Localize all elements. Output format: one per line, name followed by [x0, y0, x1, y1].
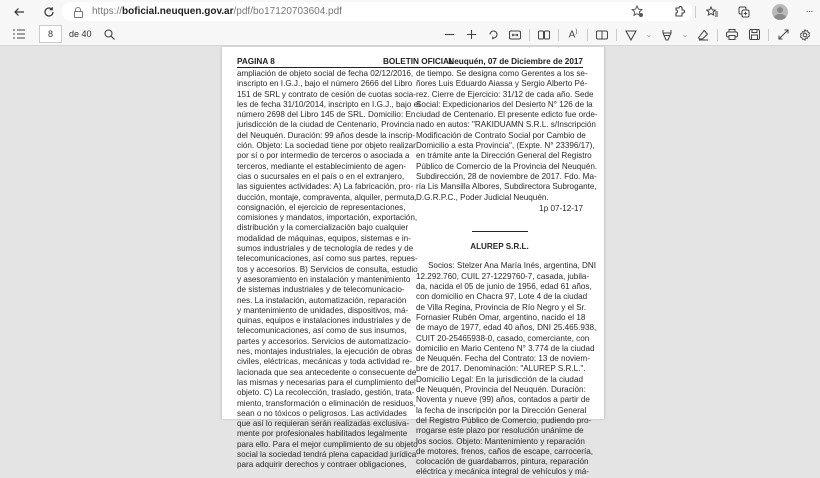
text-line: cias o sucursales en el país o en el extranjero, — [237, 171, 405, 181]
separator — [717, 29, 718, 41]
text-line: nes, montajes industriales, la ejecución de obras — [237, 347, 413, 357]
zoom-out-icon — [444, 29, 455, 40]
page-view-icon — [538, 30, 550, 40]
text-line: de Villa Regina, Provincia de Río Negro y el Sr. — [416, 302, 587, 312]
text-line: rrogarse este plazo por resolución unánime de — [416, 426, 584, 436]
publication-title: BOLETIN OFICIAL — [383, 57, 454, 66]
print-icon — [726, 29, 738, 40]
refresh-icon — [43, 6, 55, 18]
erase-button[interactable] — [692, 25, 714, 45]
separator — [616, 29, 617, 41]
alurep-edict — [416, 261, 597, 477]
fullscreen-icon — [778, 29, 789, 40]
text-line: con domicilio en Chacra 97, Lote 4 de la ciudad — [416, 292, 588, 302]
page-header — [237, 56, 583, 68]
draw-button[interactable] — [620, 25, 642, 45]
pdf-toolbar — [0, 23, 820, 46]
pdf-page — [222, 47, 604, 477]
text-line: bre de 2017. Denominación: "ALUREP S.R.L.". — [416, 364, 586, 374]
text-line: D.G.R.P.C., Poder Judicial Neuquén. — [416, 192, 549, 202]
draw-icon — [625, 29, 637, 41]
company-title: ALUREP S.R.L. — [470, 242, 529, 252]
text-line: Subdirección, 28 de noviembre de 2017. Fdo. Ma- — [416, 171, 597, 181]
page-view-button[interactable] — [533, 25, 555, 45]
zoom-in-button[interactable] — [460, 25, 482, 45]
url-path: /pdf/bo17120703604.pdf — [233, 6, 342, 17]
find-button[interactable] — [100, 24, 120, 44]
rotate-icon — [488, 29, 499, 40]
url-scheme: https:// — [92, 6, 123, 17]
immersive-reader-button[interactable] — [591, 25, 613, 45]
print-button[interactable] — [721, 25, 743, 45]
collections-icon — [738, 6, 750, 18]
pdf-viewer-area[interactable] — [0, 47, 820, 477]
publication-date: Neuquén, 07 de Diciembre de 2017 — [448, 57, 583, 66]
separator — [768, 29, 769, 41]
zoom-out-button[interactable] — [438, 25, 460, 45]
text-line: 151 de SRL y contrato de cesión de cuotas socia- — [237, 89, 417, 99]
save-icon — [749, 29, 760, 40]
text-line: de Neuquén, Provincia del Neuquén. Duración: — [416, 385, 586, 395]
text-line: por sí o por intermedio de terceros o asociada a — [237, 151, 410, 161]
text-line: ducción, montaje, compraventa, alquiler, permuta, — [237, 192, 417, 202]
text-line: civiles, eléctricas, mecánicas y toda actividad re- — [237, 357, 413, 367]
highlight-options-dropdown[interactable] — [678, 25, 692, 45]
contents-icon — [13, 29, 25, 39]
text-line: tos y accesorios. B) Servicios de consulta, estudio — [237, 264, 418, 274]
zoom-in-icon — [466, 29, 477, 40]
text-line: eléctrica y mecánica integral de vehículos y má- — [416, 467, 589, 477]
save-button[interactable] — [743, 25, 765, 45]
profile-avatar — [772, 4, 788, 20]
lock-icon — [74, 7, 82, 16]
separator — [695, 6, 696, 18]
text-line: en trámite ante la Dirección General del Registro — [416, 151, 592, 161]
chevron-down-icon: ⌄ — [681, 30, 689, 39]
text-line: de mayo de 1977, edad 40 años, DNI 25.465.938, — [416, 323, 597, 333]
more-icon: ··· — [805, 6, 813, 17]
text-line: la fecha de inscripción por la Dirección General — [416, 405, 587, 415]
text-line: de motores, frenos, caños de escape, carrocería, — [416, 446, 594, 456]
highlight-button[interactable] — [656, 25, 678, 45]
back-icon — [13, 6, 25, 18]
eraser-icon — [697, 29, 709, 41]
page-total: de 40 — [69, 29, 92, 39]
text-line: ñores Luis Eduardo Aiassa y Sergio Alberto Pé- — [416, 79, 588, 89]
refresh-button[interactable] — [38, 2, 60, 22]
text-line: social la sociedad tendrá plena capacidad jurídica — [237, 449, 417, 459]
settings-icon — [799, 29, 811, 41]
text-line: Modificación de Contrato Social por Cambio de — [416, 130, 586, 140]
text-line: que así lo requieran serán realizadas exclusiva- — [237, 419, 410, 429]
text-line: Domicilio a esta Provincia", (Expte. N° 23396/17), — [416, 141, 595, 151]
text-line: y asesoramiento en instalación y mantenimiento — [237, 274, 411, 284]
text-line: Socios: Stelzer Ana María Inés, argentina, DNI — [428, 261, 596, 271]
url-field[interactable] — [62, 2, 692, 21]
text-line: domicilio en Mario Centeno N° 3.774 de la ciudad — [416, 343, 595, 353]
text-line: rez. Cierre de Ejercicio: 31/12 de cada año. Sede — [416, 89, 594, 99]
profile-button[interactable] — [766, 2, 794, 22]
text-line: Fornasier Rubén Omar, argentino, nacido el 18 — [416, 312, 586, 322]
immersive-reader-icon — [596, 30, 608, 40]
text-line: miento, transformación o eliminación de residuos, — [237, 398, 416, 408]
rakiduamn-edict — [416, 69, 598, 203]
text-line: les de fecha 31/10/2014, inscripto en I.G.J., bajo el — [237, 99, 420, 109]
text-line: Social: Expedicionarios del Desierto N° 126 de la — [416, 99, 593, 109]
highlight-icon — [661, 29, 673, 41]
chevron-down-icon: ⌄ — [645, 30, 653, 39]
text-line: Domicilio Legal: En la jurisdicción de la ciudad — [416, 374, 583, 384]
settings-button[interactable] — [794, 25, 816, 45]
contents-button[interactable] — [9, 24, 29, 44]
read-aloud-button[interactable] — [562, 25, 584, 45]
fit-page-icon — [509, 30, 521, 40]
fit-to-page-button[interactable] — [504, 25, 526, 45]
section-divider — [472, 231, 528, 232]
extensions-icon — [673, 6, 685, 18]
text-line: partes y accesorios. Servicios de automatizacio- — [237, 336, 411, 346]
more-button[interactable] — [798, 2, 820, 22]
page-number-input[interactable]: 8 — [39, 25, 62, 43]
text-line: lacionada que sea antecedente o consecuente de — [237, 367, 417, 377]
back-button[interactable] — [8, 2, 30, 22]
text-line: quinas, equipos e instalaciones industriales y de — [237, 316, 411, 326]
text-line: consignación, el ejercicio de representaciones, — [237, 202, 406, 212]
text-line: sumos industriales y de tecnología de redes y de — [237, 244, 414, 254]
text-line: terceros, mediante el establecimiento de agen- — [237, 161, 406, 171]
text-line: del Neuquén. Duración: 99 años desde la inscrip- — [237, 130, 415, 140]
text-line: da, nacida el 05 de junio de 1956, edad 61 años, — [416, 282, 592, 292]
text-line: CUIT 20-25465938-0, casado, comerciante, con — [416, 333, 590, 343]
text-line: para adquirir derechos y contraer obligaciones, — [237, 460, 407, 470]
text-line: ampliación de objeto social de fecha 02/12/2016, — [237, 69, 414, 78]
text-line: 12.292.760, CUIL 27-1229760-7, casada, jubila- — [416, 271, 590, 281]
favorites-icon — [706, 6, 719, 18]
text-line: de tiempo. Se designa como Gerentes a los se- — [416, 69, 588, 78]
extensions-button[interactable] — [665, 2, 693, 22]
separator — [587, 29, 588, 41]
favorites-button[interactable] — [698, 2, 726, 22]
text-line: comisiones y mandatos, importación, exportación, — [237, 213, 418, 223]
text-line: ría Lis Mansilla Albores, Subdirectora Subrogante, — [416, 182, 597, 192]
text-line: de Neuquén. Fecha del Contrato: 13 de noviem- — [416, 354, 590, 364]
read-aloud-icon: A) — [568, 28, 578, 41]
url-domain: boficial.neuquen.gov.ar — [122, 6, 234, 17]
text-line: las siguientes actividades: A) La fabricación, pro- — [237, 182, 414, 192]
favorite-add-icon — [631, 5, 644, 18]
text-line: jurisdicción de la ciudad de Centenario, Provincia — [237, 120, 415, 130]
text-line: modalidad de máquinas, equipos, sistemas e in- — [237, 233, 411, 243]
draw-options-dropdown[interactable] — [642, 25, 656, 45]
left-column — [237, 69, 420, 471]
text-line: nes. La instalación, automatización, reparación — [237, 295, 407, 305]
text-line: telecomunicaciones, así como sus partes, repues- — [237, 254, 418, 264]
text-line: los socios. Objeto: Mantenimiento y reparación — [416, 436, 585, 446]
text-line: ciudad de Centenario. El presente edicto fue orde- — [416, 110, 598, 120]
text-line: sean o no tóxicos o peligrosos. Las actividades — [237, 408, 407, 418]
right-column — [416, 69, 598, 478]
text-line: colocación de guardabarros, pintura, reparación — [416, 457, 589, 467]
text-line: telecomunicaciones, así como de sus insumos, — [237, 326, 407, 336]
add-favorite-button[interactable] — [623, 2, 651, 22]
text-line: del Registro Público de Comercio, pudiendo pro- — [416, 415, 592, 425]
text-line: inscripto en I.G.J., bajo el número 2666 del Libro — [237, 79, 413, 89]
text-line: distribución y la comercialización bajo cualquier — [237, 223, 409, 233]
text-line: nado en autos: "RAKIDUAMN S.R.L. s/Inscripción — [416, 120, 596, 130]
text-line: de sistemas industriales y de telecomunicacio- — [237, 285, 405, 295]
text-line: las mismas y necesarias para el cumplimiento del — [237, 377, 416, 387]
collections-button[interactable] — [730, 2, 758, 22]
page-number-label: PAGINA 8 — [237, 57, 275, 66]
text-line: y mantenimiento de unidades, dispositivos, má- — [237, 305, 409, 315]
separator — [558, 29, 559, 41]
browser-address-bar — [0, 0, 820, 23]
text-line: mente por profesionales habilitados legalmente — [237, 429, 408, 439]
separator — [529, 29, 530, 41]
text-line: Noventa y nueve (99) años, contados a partir de — [416, 395, 590, 405]
search-icon — [104, 29, 115, 40]
text-line: número 2698 del Libro 145 de SRL. Domicilio: En — [237, 110, 416, 120]
text-line: Público de Comercio de la Provincia del Neuquén. — [416, 161, 598, 171]
text-line: objeto. C) La recolección, traslado, gestión, trata- — [237, 388, 415, 398]
fullscreen-button[interactable] — [772, 25, 794, 45]
publication-reference: 1p 07-12-17 — [539, 203, 583, 213]
text-line: ción. Objeto: La sociedad tiene por objeto realizar — [237, 141, 416, 151]
rotate-button[interactable] — [482, 25, 504, 45]
text-line: para ello. Para el mejor cumplimiento de su objeto — [237, 439, 418, 449]
